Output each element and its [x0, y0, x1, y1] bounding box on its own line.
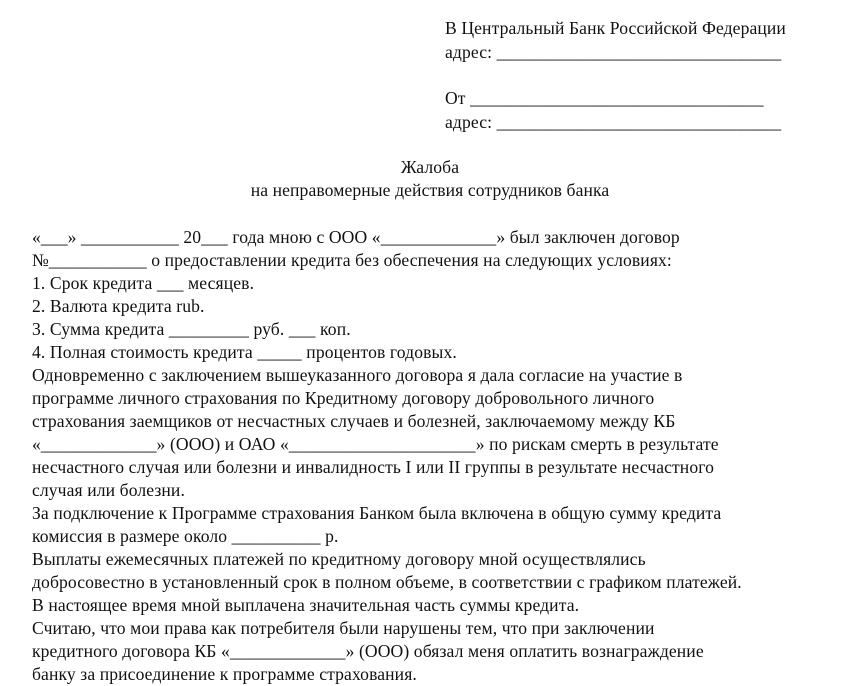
- body-line: кредитного договора КБ «_____________» (ООО) обязал меня оплатить вознаграждение: [32, 641, 704, 661]
- body-line: несчастного случая или болезни и инвалидность I или II группы в результате несчастного: [32, 457, 714, 477]
- body-line: комиссия в размере около __________ р.: [32, 526, 339, 546]
- body-line: За подключение к Программе страхования Банком была включена в общую сумму кредита: [32, 503, 722, 523]
- document-title: Жалоба: [400, 157, 460, 177]
- body-line: добросовестно в установленный срок в полном объеме, в соответствии с графиком платежей.: [32, 572, 742, 592]
- recipient-line: В Центральный Банк Российской Федерации: [445, 18, 786, 38]
- body-line: программе личного страхования по Кредитному договору добровольного личного: [32, 388, 655, 408]
- body-line: случая или болезни.: [32, 480, 185, 500]
- sender-address-line: адрес: ________________________________: [445, 112, 782, 132]
- body-line: №___________ о предоставлении кредита без обеспечения на следующих условиях:: [32, 250, 672, 270]
- body-line: Выплаты ежемесячных платежей по кредитному договору мной осуществлялись: [32, 549, 646, 569]
- condition-term: 1. Срок кредита ___ месяцев.: [32, 273, 255, 293]
- recipient-address-line: адрес: ________________________________: [445, 42, 782, 62]
- body-line: Считаю, что мои права как потребителя были нарушены тем, что при заключении: [32, 618, 655, 638]
- body-line: Одновременно с заключением вышеуказанного договора я дала согласие на участие в: [32, 365, 683, 385]
- document-subtitle: на неправомерные действия сотрудников банка: [250, 180, 610, 200]
- body-line: банку за присоединение к программе страхования.: [32, 664, 417, 684]
- body-line: страхования заемщиков от несчастных случаев и болезней, заключаемому между КБ: [32, 411, 676, 431]
- body-line: «_____________» (ООО) и ОАО «_____________________» по рискам смерть в результате: [32, 434, 719, 454]
- condition-currency: 2. Валюта кредита rub.: [32, 296, 205, 316]
- body-line: В настоящее время мной выплачена значительная часть суммы кредита.: [32, 595, 580, 615]
- condition-amount: 3. Сумма кредита _________ руб. ___ коп.: [32, 319, 351, 339]
- condition-full-cost: 4. Полная стоимость кредита _____ процентов годовых.: [32, 342, 457, 362]
- sender-line: От _________________________________: [445, 88, 764, 108]
- body-line: «___» ___________ 20___ года мною с ООО «_____________» был заключен договор: [32, 227, 680, 247]
